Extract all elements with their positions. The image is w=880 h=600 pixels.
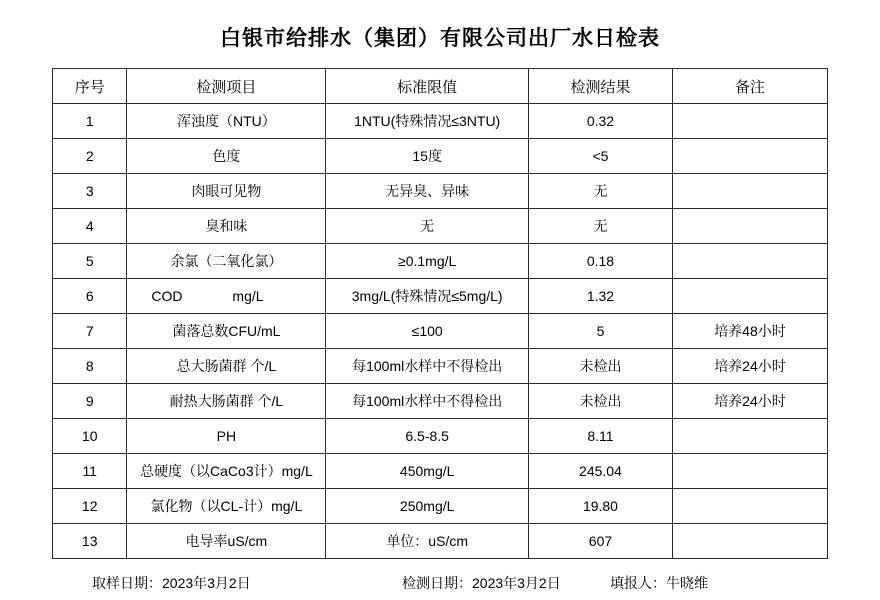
cell-std: 无 [326,209,529,244]
cell-note [672,139,827,174]
report-table-container [0,68,880,559]
cell-item: 余氯（二氧化氯） [127,244,326,279]
table-row [53,454,828,489]
cell-no: 5 [53,244,127,279]
header-std: 标准限值 [326,69,529,104]
cell-std: ≥0.1mg/L [326,244,529,279]
table-row [53,419,828,454]
cell-std: 3mg/L(特殊情况≤5mg/L) [326,279,529,314]
table-row [53,314,828,349]
cell-result: 0.32 [528,104,672,139]
cell-std: 250mg/L [326,489,529,524]
table-row [53,524,828,559]
cell-std: 单位：uS/cm [326,524,529,559]
cell-item: 色度 [127,139,326,174]
cell-result: 245.04 [528,454,672,489]
page-title: 白银市给排水（集团）有限公司出厂水日检表 [220,27,660,50]
water-quality-table [52,68,828,559]
cell-result: 无 [528,174,672,209]
cell-std: 每100ml水样中不得检出 [326,349,529,384]
cell-std: 6.5-8.5 [326,419,529,454]
header-no: 序号 [53,69,127,104]
cell-item: 总硬度（以CaCo3计）mg/L [127,454,326,489]
cell-result: 19.80 [528,489,672,524]
table-row [53,174,828,209]
cell-note [672,104,827,139]
header-result: 检测结果 [528,69,672,104]
cell-result: 无 [528,209,672,244]
cell-result: 607 [528,524,672,559]
cell-note: 培养48小时 [672,314,827,349]
cell-item-unit: mg/L [232,288,264,304]
cell-result: 8.11 [528,419,672,454]
cell-no: 2 [53,139,127,174]
cell-no: 6 [53,279,127,314]
table-row [53,104,828,139]
cell-item-cod-wrapper [151,288,301,304]
cell-std: 450mg/L [326,454,529,489]
cell-note [672,209,827,244]
cell-result: 1.32 [528,279,672,314]
sample-date: 取样日期：2023年3月2日 [92,575,251,591]
cell-note [672,489,827,524]
table-body [53,104,828,559]
table-header [53,69,828,104]
cell-item: 电导率uS/cm [127,524,326,559]
cell-std: 15度 [326,139,529,174]
cell-no: 8 [53,349,127,384]
table-row [53,139,828,174]
cell-std: ≤100 [326,314,529,349]
cell-note [672,279,827,314]
cell-item [127,279,326,314]
header-note: 备注 [672,69,827,104]
cell-item: 总大肠菌群 个/L [127,349,326,384]
cell-no: 3 [53,174,127,209]
cell-result: 0.18 [528,244,672,279]
cell-item: 耐热大肠菌群 个/L [127,384,326,419]
cell-note [672,524,827,559]
cell-no: 10 [53,419,127,454]
cell-result: 5 [528,314,672,349]
cell-std: 每100ml水样中不得检出 [326,384,529,419]
cell-note: 培养24小时 [672,349,827,384]
cell-std: 无异臭、异味 [326,174,529,209]
table-header-row [53,69,828,104]
cell-note: 培养24小时 [672,384,827,419]
cell-item: PH [127,419,326,454]
table-row [53,279,828,314]
cell-item: 臭和味 [127,209,326,244]
cell-item: 肉眼可见物 [127,174,326,209]
cell-no: 7 [53,314,127,349]
cell-no: 9 [53,384,127,419]
cell-no: 1 [53,104,127,139]
cell-no: 4 [53,209,127,244]
cell-item: 浑浊度（NTU） [127,104,326,139]
cell-result: 未检出 [528,349,672,384]
cell-item: 氯化物（以CL-计）mg/L [127,489,326,524]
table-row [53,489,828,524]
header-item: 检测项目 [127,69,326,104]
test-date: 检测日期：2023年3月2日 [402,575,561,591]
cell-note [672,244,827,279]
table-row [53,384,828,419]
cell-item-label: COD [151,288,183,304]
filler-name: 填报人：牛晓维 [610,575,708,591]
cell-result: 未检出 [528,384,672,419]
cell-result: <5 [528,139,672,174]
cell-no: 12 [53,489,127,524]
cell-note [672,174,827,209]
footer [0,559,880,593]
table-row [53,209,828,244]
cell-std: 1NTU(特殊情况≤3NTU) [326,104,529,139]
cell-note [672,454,827,489]
cell-note [672,419,827,454]
cell-item: 菌落总数CFU/mL [127,314,326,349]
table-row [53,349,828,384]
table-row [53,244,828,279]
cell-no: 11 [53,454,127,489]
cell-no: 13 [53,524,127,559]
